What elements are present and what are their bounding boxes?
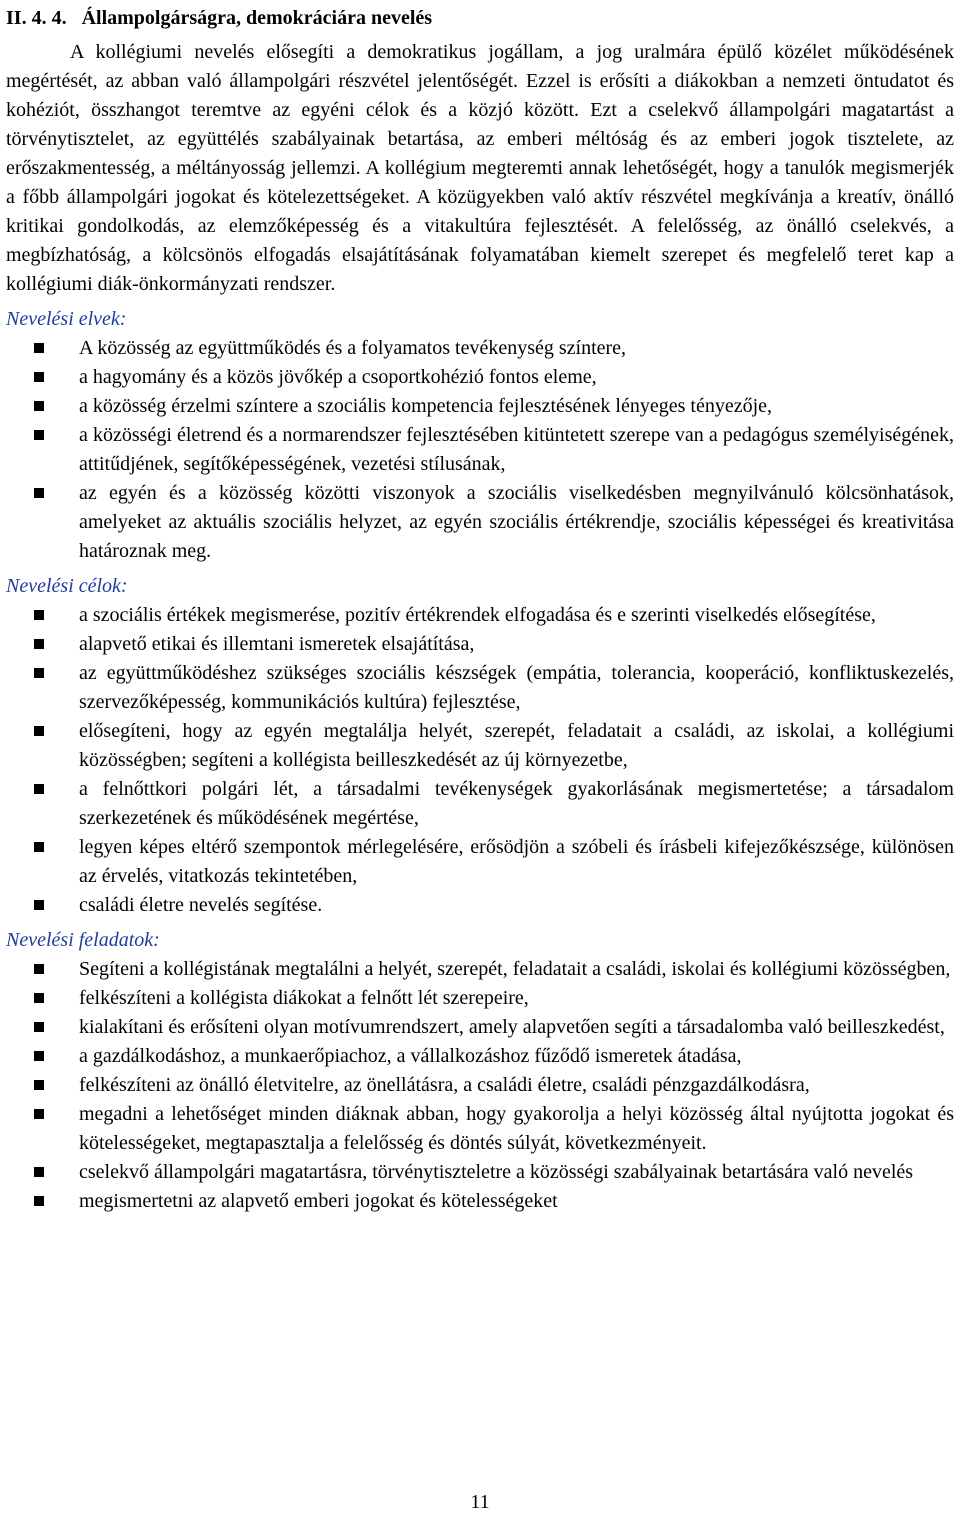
- list-item-text: az egyén és a közösség közötti viszonyok a szociális viselkedésben megnyilvánuló kölcsönhatások, amelyeket az aktuális szociális helyzet, az egyén szociális értékrendje, szociális képességei és kreativitása határoznak meg.: [79, 482, 954, 562]
- list-item-text: a hagyomány és a közös jövőkép a csoportkohézió fontos eleme,: [79, 366, 597, 388]
- list-item-text: megismertetni az alapvető emberi jogokat és kötelességeket: [79, 1190, 558, 1212]
- square-bullet-icon: [34, 842, 44, 852]
- list-item-text: felkészíteni az önálló életvitelre, az önellátásra, a családi életre, családi pénzgazdálkodásra,: [79, 1074, 810, 1096]
- square-bullet-icon: [34, 430, 44, 440]
- list-item-text: alapvető etikai és illemtani ismeretek elsajátítása,: [79, 633, 475, 655]
- list-item: [6, 1042, 954, 1071]
- list-item-text: a felnőttkori polgári lét, a társadalmi tevékenységek gyakorlásának megismertetése; a társadalom szerkezetének és működésének megértése,: [79, 778, 954, 829]
- square-bullet-icon: [34, 610, 44, 620]
- square-bullet-icon: [34, 784, 44, 794]
- list-item: [6, 479, 954, 566]
- list-item-text: a gazdálkodáshoz, a munkaerőpiachoz, a vállalkozáshoz fűződő ismeretek átadása,: [79, 1045, 742, 1067]
- list-item: [6, 833, 954, 891]
- nevelesi-celok-list: [6, 601, 954, 920]
- list-item-text: a közösség érzelmi színtere a szociális kompetencia fejlesztésének lényeges tényezője,: [79, 395, 773, 417]
- list-item: [6, 717, 954, 775]
- square-bullet-icon: [34, 1109, 44, 1119]
- square-bullet-icon: [34, 372, 44, 382]
- list-item-text: megadni a lehetőséget minden diáknak abban, hogy gyakorolja a helyi közösség által nyújtotta jogokat és kötelességeket, megtapasztalja a felelősség és döntés súlyát, következményeit.: [79, 1103, 954, 1154]
- list-item-text: cselekvő állampolgári magatartásra, törvénytiszteletre a közösségi szabályainak betartására való nevelés: [79, 1161, 914, 1183]
- list-item: [6, 630, 954, 659]
- list-item: [6, 775, 954, 833]
- square-bullet-icon: [34, 668, 44, 678]
- square-bullet-icon: [34, 1167, 44, 1177]
- list-item-text: a szociális értékek megismerése, pozitív értékrendek elfogadása és e szerinti viselkedés elősegítése,: [79, 604, 876, 626]
- square-bullet-icon: [34, 993, 44, 1003]
- nevelesi-feladatok-title: Nevelési feladatok:: [6, 929, 160, 951]
- list-item-text: felkészíteni a kollégista diákokat a felnőtt lét szerepeire,: [79, 987, 529, 1009]
- list-item: [6, 1071, 954, 1100]
- list-item: [6, 1158, 954, 1187]
- list-item: [6, 984, 954, 1013]
- list-item-text: kialakítani és erősíteni olyan motívumrendszert, amely alapvetően segíti a társadalomba való beilleszkedést,: [79, 1016, 945, 1038]
- square-bullet-icon: [34, 639, 44, 649]
- list-item: [6, 601, 954, 630]
- list-item: [6, 334, 954, 363]
- list-item-text: legyen képes eltérő szempontok mérlegelésére, erősödjön a szóbeli és írásbeli kifejezőkészsége, különösen az érvelés, vitatkozás tekintetében,: [79, 836, 954, 887]
- nevelesi-celok-title: Nevelési célok:: [6, 575, 128, 597]
- square-bullet-icon: [34, 1196, 44, 1206]
- list-item-text: családi életre nevelés segítése.: [79, 894, 323, 916]
- list-item: [6, 363, 954, 392]
- nevelesi-feladatok-list: [6, 955, 954, 1216]
- list-item: [6, 392, 954, 421]
- square-bullet-icon: [34, 726, 44, 736]
- section-heading: II. 4. 4. Állampolgárságra, demokráciára nevelés: [6, 7, 433, 29]
- square-bullet-icon: [34, 900, 44, 910]
- document-page: [6, 4, 954, 1216]
- square-bullet-icon: [34, 343, 44, 353]
- list-item-text: az együttműködéshez szükséges szociális készségek (empátia, tolerancia, kooperáció, konfliktuskezelés, szervezőképesség, kommunikációs kultúra) fejlesztése,: [79, 662, 954, 713]
- list-item-text: A közösség az együttműködés és a folyamatos tevékenység színtere,: [79, 337, 627, 359]
- nevelesi-elvek-title: Nevelési elvek:: [6, 308, 127, 330]
- square-bullet-icon: [34, 964, 44, 974]
- list-item: [6, 1187, 954, 1216]
- list-item: [6, 659, 954, 717]
- square-bullet-icon: [34, 1022, 44, 1032]
- list-item-text: elősegíteni, hogy az egyén megtalálja helyét, szerepét, feladatait a családi, az iskolai, a kollégiumi közösségben; segíteni a kollégista beilleszkedését az új környezetbe,: [79, 720, 954, 771]
- list-item: [6, 891, 954, 920]
- list-item-text: Segíteni a kollégistának megtalálni a helyét, szerepét, feladatait a családi, iskolai és kollégiumi közösségben,: [79, 958, 951, 980]
- list-item: [6, 421, 954, 479]
- intro-paragraph: A kollégiumi nevelés elősegíti a demokratikus jogállam, a jog uralmára épülő közélet működésének megértését, az abban való állampolgári részvétel jelentőségét. Ezzel is erősíti a diákokban a nemzeti öntudatot és kohéziót, összhangot teremtve az egyéni célok és a közjó között. Ezt a cselekvő állampolgári magatartást a törvénytisztelet, az együttélés szabályainak betartása, az emberi méltóság és az emberi jogok tisztelete, az erőszakmentesség, a méltányosság jellemzi. A kollégium megteremti annak lehetőségét, hogy a tanulók megismerjék a főbb állampolgári jogokat és kötelezettségeket. A közügyekben való aktív részvétel megkívánja a kreatív, önálló kritikai gondolkodás, az elemzőképesség és a vitakultúra fejlesztését. A felelősség, az önálló cselekvés, a megbízhatóság, a kölcsönös elfogadás elsajátításának folyamatában kiemelt szerepet és megfelelő teret kap a kollégiumi diák-önkormányzati rendszer.: [6, 41, 954, 295]
- list-item: [6, 1100, 954, 1158]
- square-bullet-icon: [34, 1080, 44, 1090]
- square-bullet-icon: [34, 401, 44, 411]
- square-bullet-icon: [34, 488, 44, 498]
- nevelesi-elvek-list: [6, 334, 954, 566]
- list-item: [6, 1013, 954, 1042]
- square-bullet-icon: [34, 1051, 44, 1061]
- list-item-text: a közösségi életrend és a normarendszer fejlesztésében kitüntetett szerepe van a pedagógus személyiségének, attitűdjének, segítőképességének, vezetési stílusának,: [79, 424, 954, 475]
- page-number: 11: [470, 1491, 490, 1513]
- list-item: [6, 955, 954, 984]
